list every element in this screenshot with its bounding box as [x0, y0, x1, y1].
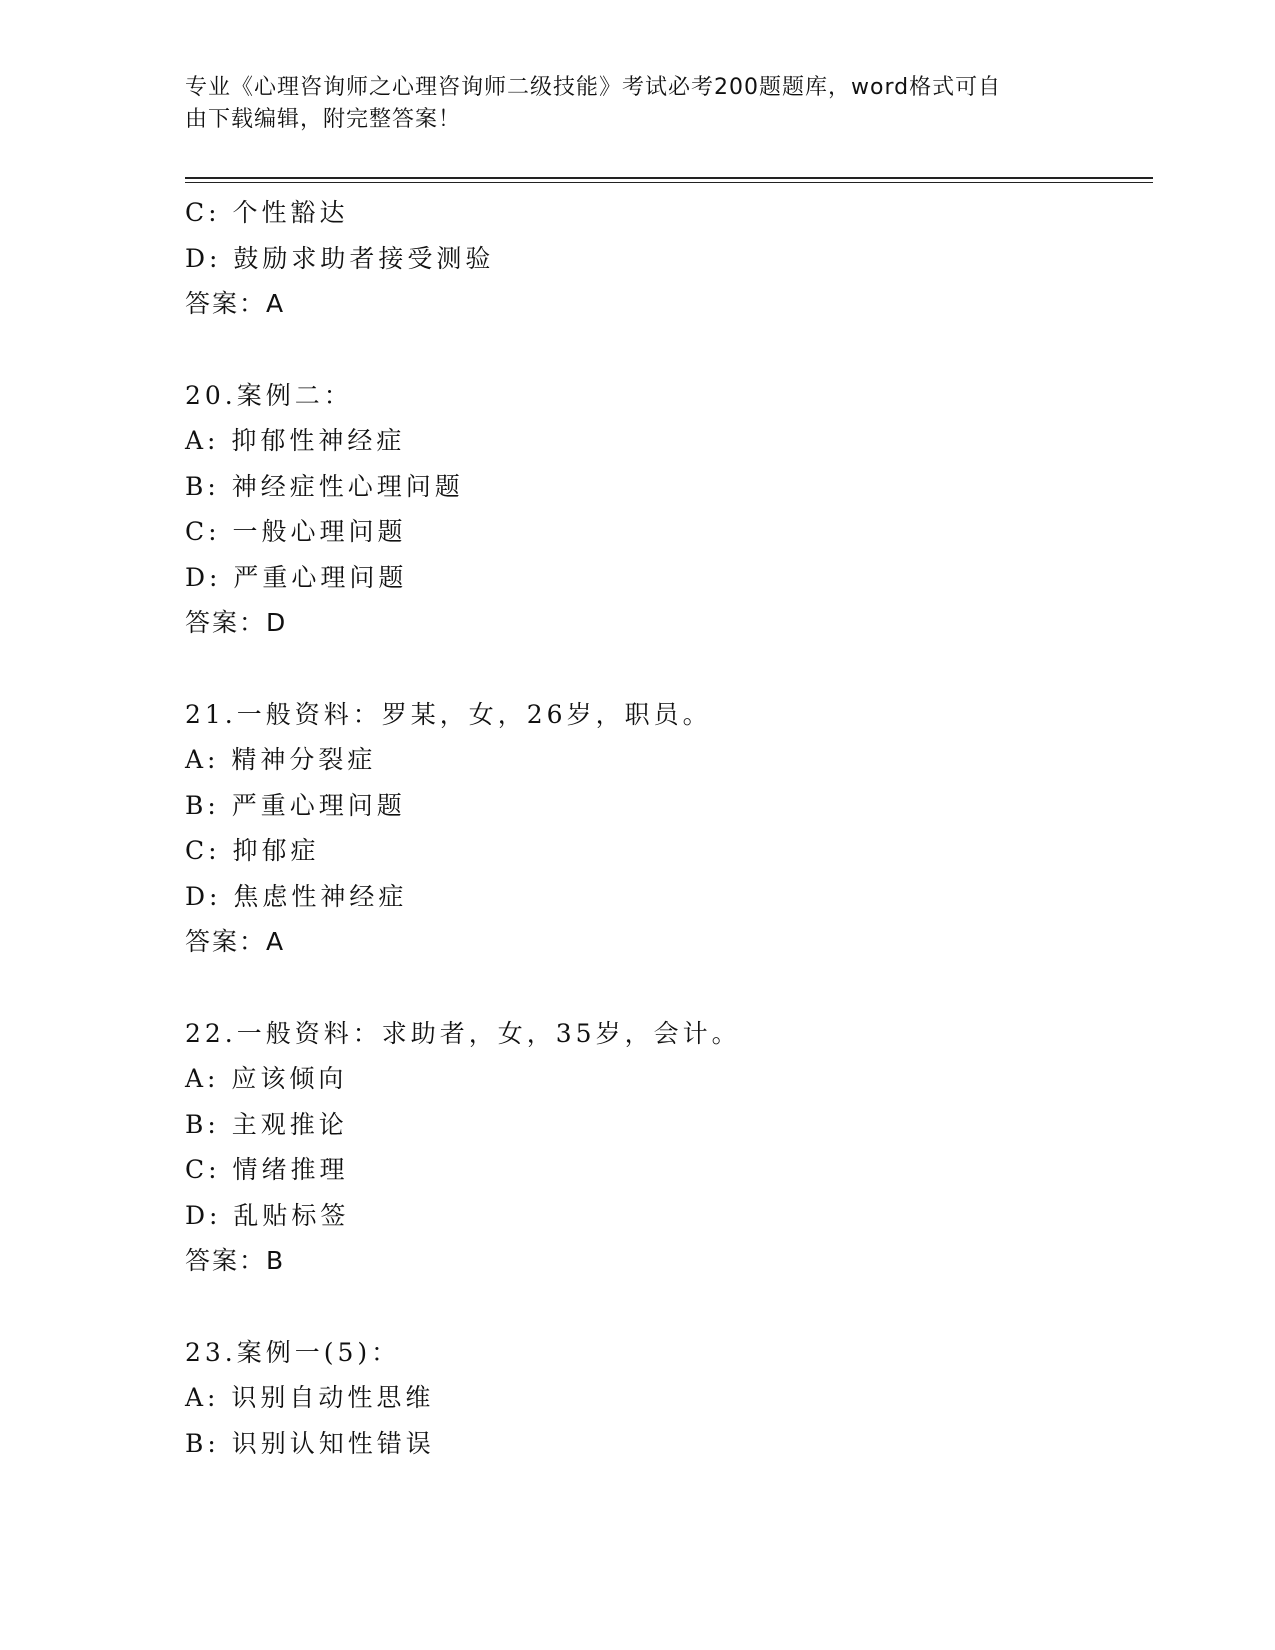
option-a: A: 应该倾向	[185, 1064, 348, 1093]
option-b: B: 严重心理问题	[185, 790, 406, 820]
question-title: 21.一般资料：罗某，女，26岁，职员。	[185, 699, 712, 729]
question-title: 22.一般资料：求助者，女，35岁，会计。	[185, 1018, 741, 1048]
document-body	[185, 190, 1153, 1466]
option-a: A: 精神分裂症	[185, 745, 377, 774]
answer-line: 答案：A	[185, 927, 286, 956]
answer-line: 答案：A	[185, 289, 286, 318]
question-21	[185, 692, 1153, 965]
option-b: B: 神经症性心理问题	[185, 471, 464, 501]
option-d: D: 鼓励求助者接受测验	[185, 243, 495, 273]
option-c: C: 一般心理问题	[185, 517, 407, 546]
option-b: B: 主观推论	[185, 1109, 348, 1139]
answer-line: 答案：B	[185, 1246, 286, 1275]
option-d: D: 乱贴标签	[185, 1200, 350, 1230]
option-c: C: 个性豁达	[185, 198, 349, 227]
option-a: A: 识别自动性思维	[185, 1383, 435, 1412]
header-divider	[185, 177, 1153, 179]
option-d: D: 焦虑性神经症	[185, 881, 408, 911]
question-23	[185, 1330, 1153, 1467]
header-line-2: 由下载编辑，附完整答案！	[185, 107, 462, 132]
option-b: B: 识别认知性错误	[185, 1428, 435, 1458]
header-divider-thin	[185, 182, 1153, 183]
answer-line: 答案：D	[185, 608, 288, 637]
question-title: 20.案例二：	[185, 380, 353, 410]
question-19-continued	[185, 190, 1153, 327]
question-20	[185, 373, 1153, 646]
option-c: C: 情绪推理	[185, 1155, 349, 1184]
document-header	[185, 72, 1065, 136]
option-a: A: 抑郁性神经症	[185, 426, 406, 455]
header-line-1: 专业《心理咨询师之心理咨询师二级技能》考试必考200题题库，word格式可自	[185, 75, 1002, 100]
option-d: D: 严重心理问题	[185, 562, 408, 592]
option-c: C: 抑郁症	[185, 836, 320, 865]
question-title: 23.案例一(5)：	[185, 1337, 401, 1367]
question-22	[185, 1011, 1153, 1284]
